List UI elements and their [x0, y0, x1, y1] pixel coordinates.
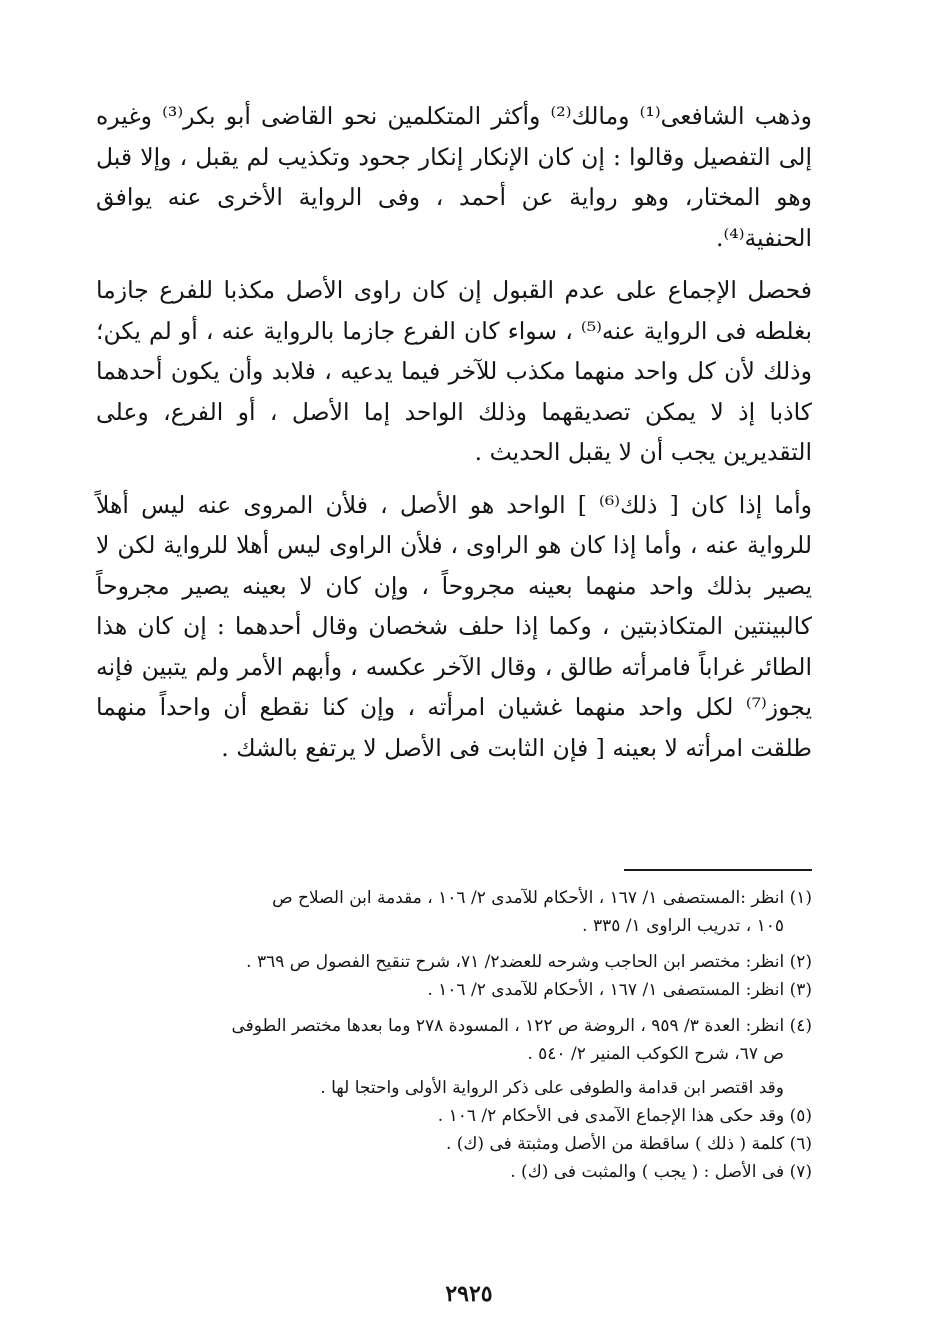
paragraph-2: فحصل الإجماع على عدم القبول إن كان راوى الأصل مكذبا للفرع جازما بغلطه فى الرواية عنه⁽⁵⁾ ، سواء كان الفرع جازما بالرواية عنه ، أو لم يكن؛ وذلك لأن كل واحد منهما مكذب للآخر فيما يدعيه ، فلابد وأن يكون أحدهما كاذبا إذ لا يمكن تصديقهما وذلك الواحد إما الأصل ، أو الفرع، وعلى التقديرين يجب أن لا يقبل الحديث .: [96, 276, 813, 466]
footnote-2: (٢) انظر: مختصر ابن الحاجب وشرحه للعضد٢/ ٧١، شرح تنقيح الفصول ص ٣٦٩ .: [246, 952, 812, 972]
footnote-1-continuation: ١٠٥ ، تدريب الراوى ١/ ٣٣٥ .: [582, 916, 784, 936]
footnote-divider: [624, 869, 812, 871]
footnote-1: (١) انظر :المستصفى ١/ ١٦٧ ، الأحكام للآمدى ٢/ ١٠٦ ، مقدمة ابن الصلاح ص: [272, 888, 812, 908]
page-number: ٢٩٢٥: [445, 1281, 493, 1307]
footnote-6: (٦) كلمة ( ذلك ) ساقطة من الأصل ومثبتة فى (ك) .: [445, 1134, 812, 1154]
footnote-3: (٣) انظر: المستصفى ١/ ١٦٧ ، الأحكام للآمدى ٢/ ١٠٦ .: [427, 980, 812, 1000]
footnote-5: (٥) وقد حكى هذا الإجماع الآمدى فى الأحكام ٢/ ١٠٦ .: [437, 1106, 812, 1126]
footnote-4-note: وقد اقتصر ابن قدامة والطوفى على ذكر الرواية الأولى واحتجا لها .: [320, 1078, 784, 1098]
footnote-4: (٤) انظر: العدة ٣/ ٩٥٩ ، الروضة ص ١٢٢ ، المسودة ٢٧٨ وما بعدها مختصر الطوفى: [231, 1016, 812, 1036]
footnotes: [96, 884, 812, 1186]
paragraph-3: وأما إذا كان [ ذلك⁽⁶⁾ ] الواحد هو الأصل ، فلأن المروى عنه ليس أهلاً للرواية عنه ، وأما إذا كان هو الراوى ، فلأن الراوى ليس أهلا للرواية لكن لا يصير بذلك واحد منهما بعينه مجروحاً ، وإن كان لا بعينه يصير مجروحاً كالبينتين المتكاذبتين ، وكما إذا حلف شخصان وقال أحدهما : إن كان هذا الطائر غراباً فامرأته طالق ، وقال الآخر عكسه ، وأبهم الأمر ولم يتبين فإنه يجوز⁽⁷⁾ لكل واحد منهما غشيان امرأته ، وإن كنا نقطع أن واحداً منهما طلقت امرأته لا بعينه [ فإن الثابت فى الأصل لا يرتفع بالشك .: [96, 490, 812, 762]
footnote-7: (٧) فى الأصل : ( يجب ) والمثبت فى (ك) .: [510, 1162, 812, 1182]
main-text: [96, 96, 812, 768]
footnote-4-continuation: ص ٦٧، شرح الكوكب المنير ٢/ ٥٤٠ .: [527, 1044, 784, 1064]
paragraph-1: وذهب الشافعى⁽¹⁾ ومالك⁽²⁾ وأكثر المتكلمين نحو القاضى أبو بكر⁽³⁾ وغيره إلى التفصيل وقالوا : إن كان الإنكار إنكار جحود وتكذيب لم يقبل ، وإلا قبل وهو المختار، وهو رواية عن أحمد ، وفى الرواية الأخرى عنه يوافق الحنفية⁽⁴⁾.: [96, 102, 812, 252]
